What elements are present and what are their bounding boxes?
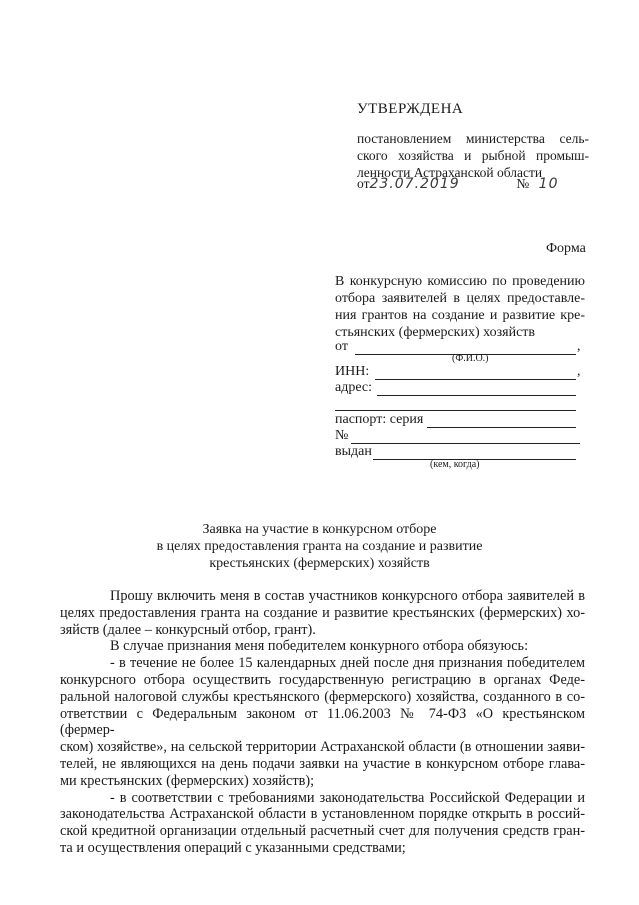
application-body	[60, 588, 585, 857]
date-prefix: от	[357, 176, 370, 191]
address-field[interactable]	[335, 380, 585, 398]
address-blank-line	[377, 395, 576, 396]
body-line: зяйств (далее – конкурсный отбор, грант).	[60, 621, 316, 638]
body-line: конкурсного отбора осуществить государственную регистрацию в органах Феде-	[60, 671, 585, 688]
address-label: адрес:	[335, 380, 373, 395]
passport-label: паспорт: серия	[335, 412, 424, 427]
handwritten-date: 23.07.2019	[369, 176, 460, 192]
handwritten-number: 10	[538, 176, 559, 192]
approved-decree-text	[357, 130, 589, 181]
approved-heading: УТВЕРЖДЕНА	[357, 101, 464, 117]
body-line: В случае признания меня победителем конкурного отбора обязуюсь:	[110, 638, 529, 655]
issued-label: выдан	[335, 444, 372, 459]
application-title	[0, 521, 639, 572]
body-line: законодательства Астраханской области в установленном порядке открыть в россий-	[60, 806, 585, 823]
body-line: - в соответствии с требованиями законодательства Российской Федерации и	[110, 789, 585, 806]
body-line: ском) хозяйстве», на сельской территории Астраханской области (в отношении заяви-	[60, 739, 585, 756]
form-label: Форма	[546, 241, 586, 256]
passport-number-label: №	[335, 428, 349, 443]
body-line: ми крестьянских (фермерских) хозяйств);	[60, 772, 315, 789]
from-comma: ,	[577, 339, 581, 354]
title-line: крестьянских (фермерских) хозяйств	[209, 556, 430, 571]
approved-line: постановлением министерства сель-	[357, 131, 589, 146]
number-prefix: №	[516, 176, 530, 191]
fio-caption: (Ф.И.О.)	[452, 353, 489, 364]
addressee-block	[335, 273, 585, 341]
addressee-line: В конкурсную комиссию по проведению	[335, 274, 585, 289]
addressee-line: ния грантов на создание и развитие кре-	[335, 308, 585, 323]
inn-label: ИНН:	[335, 364, 370, 379]
body-line: ской кредитной организации отдельный расчетный счет для получения средств гран-	[60, 823, 585, 840]
body-line: телей, не являющихся на день подачи заявки на участие в конкурсном отборе глава-	[60, 755, 585, 772]
body-line: ответствии с Федеральным законом от 11.06.2003 № 74-ФЗ «О крестьянском (фермер-	[60, 705, 585, 739]
from-label: от	[335, 339, 348, 354]
issued-caption: (кем, когда)	[430, 459, 480, 470]
body-line: ральной налоговой службы крестьянского (фермерского) хозяйства, созданного в со-	[60, 688, 585, 705]
addressee-line: стьянских (фермерских) хозяйств	[335, 325, 536, 340]
title-line: Заявка на участие в конкурсном отборе	[202, 522, 437, 537]
approved-line: ского хозяйства и рыбной промыш-	[357, 148, 589, 163]
body-line: Прошу включить меня в состав участников конкурсного отбора заявителей в	[110, 588, 585, 604]
body-line: - в течение не более 15 календарных дней после дня признания победителем	[110, 655, 585, 672]
address-blank-line-2	[335, 410, 576, 411]
approved-line: ленности Астраханской области	[357, 165, 543, 180]
addressee-line: отбора заявителей в целях предоставле-	[335, 291, 585, 306]
approval-date-line	[357, 176, 559, 192]
body-line: та и осуществления операций с указанными средствами;	[60, 839, 406, 856]
inn-comma: ,	[577, 364, 581, 379]
body-line: целях предоставления гранта на создание и развитие крестьянских (фермерских) хо-	[60, 604, 585, 621]
title-line: в целях предоставления гранта на создание и развитие	[156, 539, 483, 554]
